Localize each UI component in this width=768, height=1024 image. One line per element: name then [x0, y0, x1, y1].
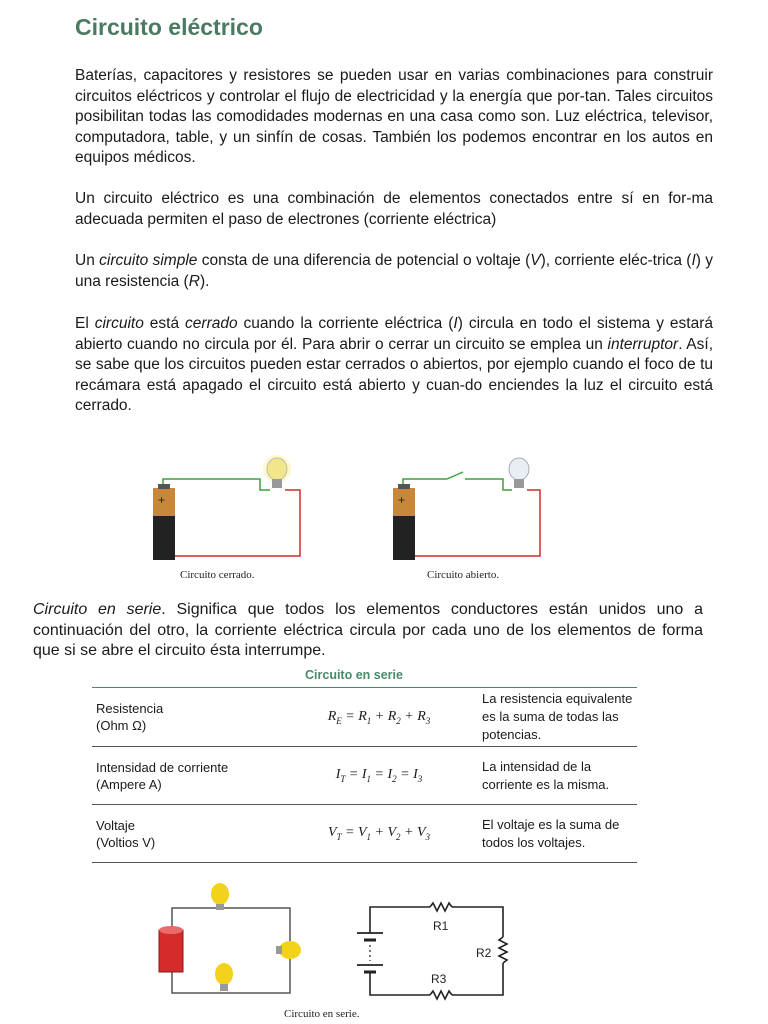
- table-row-current: [92, 747, 637, 805]
- definition-paragraph: Un circuito eléctrico es una combinación de elementos conectados entre sí en for-ma adecuada permiten el paso de electrones (corriente eléctrica): [75, 190, 713, 228]
- open-circuit-caption: Circuito abierto.: [427, 569, 500, 581]
- simple-circuit-paragraph: Un circuito simple consta de una diferencia de potencial o voltaje (V), corriente eléc-trica (I) y una resistencia (R).: [75, 252, 714, 290]
- page-title: Circuito eléctrico: [75, 14, 263, 40]
- r1-label: R1: [433, 919, 449, 933]
- row-unit: (Ohm Ω): [96, 718, 147, 733]
- closed-circuit-green-wire: [163, 479, 270, 490]
- resistor-r1-icon: [430, 903, 452, 911]
- open-closed-paragraph: El circuito está cerrado cuando la corriente eléctrica (I) circula en todo el sistema y estará abierto cuando no circula por él. Para abrir o cerrar un circuito se emplea un interruptor. Así, se sabe que los circuitos pueden estar cerrados o abiertos, por ejemplo cuando el foco de tu recámara está apagado el circuito está abierto y cuan-do enciendes la luz el circuito está cerrado.: [75, 315, 713, 414]
- row-description: La intensidad de la corriente es la misma.: [482, 758, 610, 792]
- formula: $R_E = R_1 + R_2 + R_3$: [327, 708, 431, 726]
- bulb-icon-top: [211, 883, 229, 910]
- open-circuit-figure: [385, 452, 555, 564]
- row-unit: (Voltios V): [96, 834, 156, 850]
- battery-icon: [393, 484, 415, 560]
- series-circuit-paragraph: Circuito en serie. Significa que todos los elementos conductores están unidos uno a continuación del otro, la corriente eléctrica circula por cada uno de los elementos de forma que si se abre el circuito ésta interrumpe.: [33, 601, 703, 659]
- battery-plus-label: +: [398, 493, 406, 507]
- bulb-icon-bottom: [215, 963, 233, 991]
- r2-label: R2: [476, 946, 492, 960]
- battery-plus-label: +: [158, 493, 166, 507]
- closed-circuit-red-wire: [163, 490, 300, 556]
- series-schematic-figure: [345, 895, 515, 1005]
- row-name: Intensidad de corriente: [96, 759, 229, 775]
- series-formulas-table: [92, 687, 637, 863]
- closed-circuit-caption: Circuito cerrado.: [180, 569, 255, 581]
- formula: $V_T = V_1 + V_2 + V_3$: [327, 825, 431, 842]
- row-name: Voltaje: [96, 817, 136, 833]
- battery-icon: [153, 484, 175, 560]
- r3-label: R3: [431, 972, 447, 986]
- open-circuit-red-wire: [403, 490, 540, 556]
- series-bulbs-figure: [150, 878, 310, 1004]
- battery-symbol-icon: [357, 933, 383, 973]
- closed-circuit-figure: [145, 452, 315, 564]
- row-description: La resistencia equivalente es la suma de todas las potencias.: [482, 691, 633, 742]
- open-circuit-green-wire-right: [465, 479, 512, 490]
- unlit-bulb-icon: [509, 458, 529, 488]
- intro-paragraph: Baterías, capacitores y resistores se pueden usar en varias combinaciones para construir circuitos eléctricos y controlar el flujo de electricidad y la energía que por-tan. Tales circuitos posibilitan todas las comodidades modernas en una casa como son. Luz eléctrica, televisor, computadora, table, y un sinfín de cosas. También los podemos encontrar en los autos en equipos médicos.: [75, 67, 713, 166]
- series-circuit-caption: Circuito en serie.: [284, 1008, 360, 1020]
- resistor-r2-icon: [499, 937, 507, 963]
- switch-icon: [447, 472, 463, 479]
- table-row-voltage: [92, 805, 637, 863]
- battery-icon: [159, 926, 183, 972]
- bulb-icon-right: [276, 941, 301, 959]
- lit-bulb-icon: [263, 455, 291, 488]
- table-title: Circuito en serie: [305, 668, 403, 682]
- row-description: El voltaje es la suma de todos los voltajes.: [482, 816, 620, 850]
- resistor-r3-icon: [430, 991, 452, 999]
- row-name: Resistencia: [96, 701, 164, 716]
- table-row-resistance: [92, 688, 637, 747]
- formula: $I_T = I_1 = I_2 = I_3$: [335, 767, 423, 784]
- row-unit: (Ampere A): [96, 776, 162, 792]
